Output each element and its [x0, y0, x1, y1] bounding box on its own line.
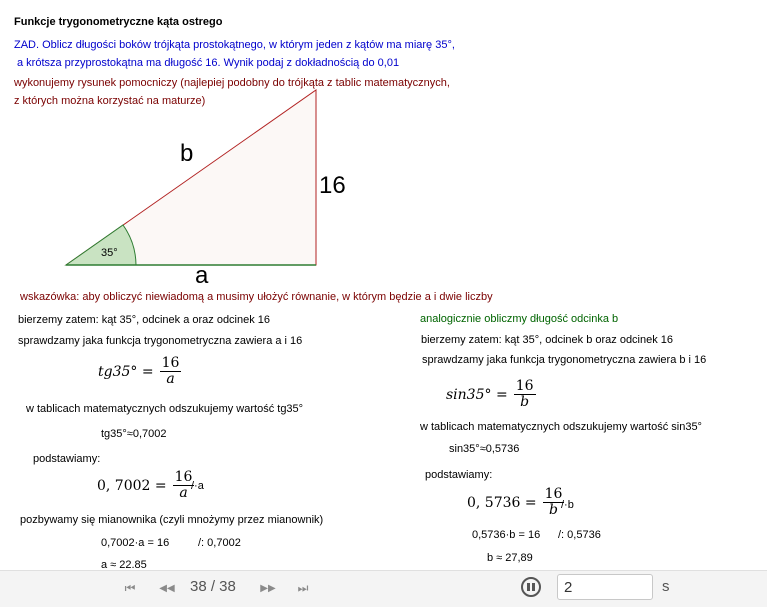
right-eq2-num: 16 — [544, 486, 563, 502]
right-tables: w tablicach matematycznych odszukujemy wartość sin35° — [420, 421, 702, 433]
right-eq2-op: /·b — [561, 499, 574, 511]
left-tables: w tablicach matematycznych odszukujemy wartość tg35° — [26, 403, 304, 415]
last-step-icon[interactable]: ⏭ — [297, 580, 309, 595]
left-value: tg35°≈0,7002 — [101, 428, 167, 440]
label-a: a — [195, 262, 209, 289]
right-eq1-den: b — [520, 394, 530, 410]
right-eq3-op: /: 0,5736 — [558, 529, 601, 541]
right-substitute: podstawiamy: — [425, 469, 493, 481]
task-line-2: a krótsza przyprostokątna ma długość 16. Wynik podaj z dokładnością do 0,01 — [17, 57, 400, 69]
right-result: b ≈ 27,89 — [487, 552, 533, 564]
angle-label: 35° — [101, 247, 118, 259]
left-eq2-lhs: 0, 7002 = — [97, 477, 167, 494]
left-eq1-den: a — [166, 371, 175, 387]
right-equation-2 — [467, 487, 564, 518]
page-title: Funkcje trygonometryczne kąta ostrego — [14, 16, 223, 28]
right-eq2-lhs: 0, 5736 = — [467, 494, 537, 511]
pause-icon[interactable] — [521, 577, 541, 597]
previous-step-icon[interactable]: ◀◀ — [159, 582, 175, 594]
right-take: bierzemy zatem: kąt 35°, odcinek b oraz odcinek 16 — [421, 334, 674, 346]
hint-text: wskazówka: aby obliczyć niewiadomą a musimy ułożyć równanie, w którym będzie a i dwie liczby — [20, 291, 493, 303]
left-eq2-den: a — [179, 485, 188, 501]
left-eq1-fraction — [160, 356, 182, 387]
first-step-icon[interactable]: ⏮ — [124, 580, 136, 595]
right-eq1-fraction — [514, 379, 536, 410]
label-b: b — [180, 140, 194, 167]
left-equation-1 — [98, 356, 181, 387]
next-step-icon[interactable]: ▶▶ — [260, 582, 276, 594]
left-substitute: podstawiamy: — [33, 453, 101, 465]
left-eq3-op: /: 0,7002 — [198, 537, 241, 549]
left-result: a ≈ 22.85 — [101, 559, 147, 570]
left-check: sprawdzamy jaka funkcja trygonometryczna zawiera a i 16 — [18, 335, 303, 347]
step-counter: 38 / 38 — [190, 578, 236, 595]
speed-input[interactable] — [557, 574, 653, 600]
helper-line-1: wykonujemy rysunek pomocniczy (najlepiej podobny do trójkąta z tablic matematycznych, — [14, 77, 450, 89]
helper-line-2: z których można korzystać na maturze) — [14, 95, 206, 107]
left-remove: pozbywamy się mianownika (czyli mnożymy przez mianownik) — [20, 514, 324, 526]
left-take: bierzemy zatem: kąt 35°, odcinek a oraz odcinek 16 — [18, 314, 271, 326]
playback-toolbar — [0, 570, 767, 607]
left-eq1-num: 16 — [161, 355, 180, 371]
right-eq3: 0,5736·b = 16 — [472, 529, 541, 541]
left-eq1-lhs: tg35° = — [98, 363, 154, 380]
left-eq3: 0,7002·a = 16 — [101, 537, 170, 549]
left-equation-2 — [97, 470, 194, 501]
task-line-1: ZAD. Oblicz długości boków trójkąta prostokątnego, w którym jeden z kątów ma miarę 35°, — [14, 39, 455, 51]
right-eq2-den: b — [549, 502, 559, 518]
right-eq1-num: 16 — [515, 378, 534, 394]
right-eq1-lhs: sin35° = — [446, 386, 508, 403]
right-equation-1 — [446, 379, 536, 410]
right-value: sin35°≈0,5736 — [449, 443, 520, 455]
speed-unit: s — [662, 578, 670, 595]
left-eq2-op: /·a — [191, 480, 204, 492]
left-eq2-num: 16 — [174, 469, 193, 485]
right-check: sprawdzamy jaka funkcja trygonometryczna zawiera b i 16 — [422, 354, 707, 366]
right-header: analogicznie obliczmy długość odcinka b — [420, 313, 619, 325]
label-16: 16 — [319, 172, 346, 199]
